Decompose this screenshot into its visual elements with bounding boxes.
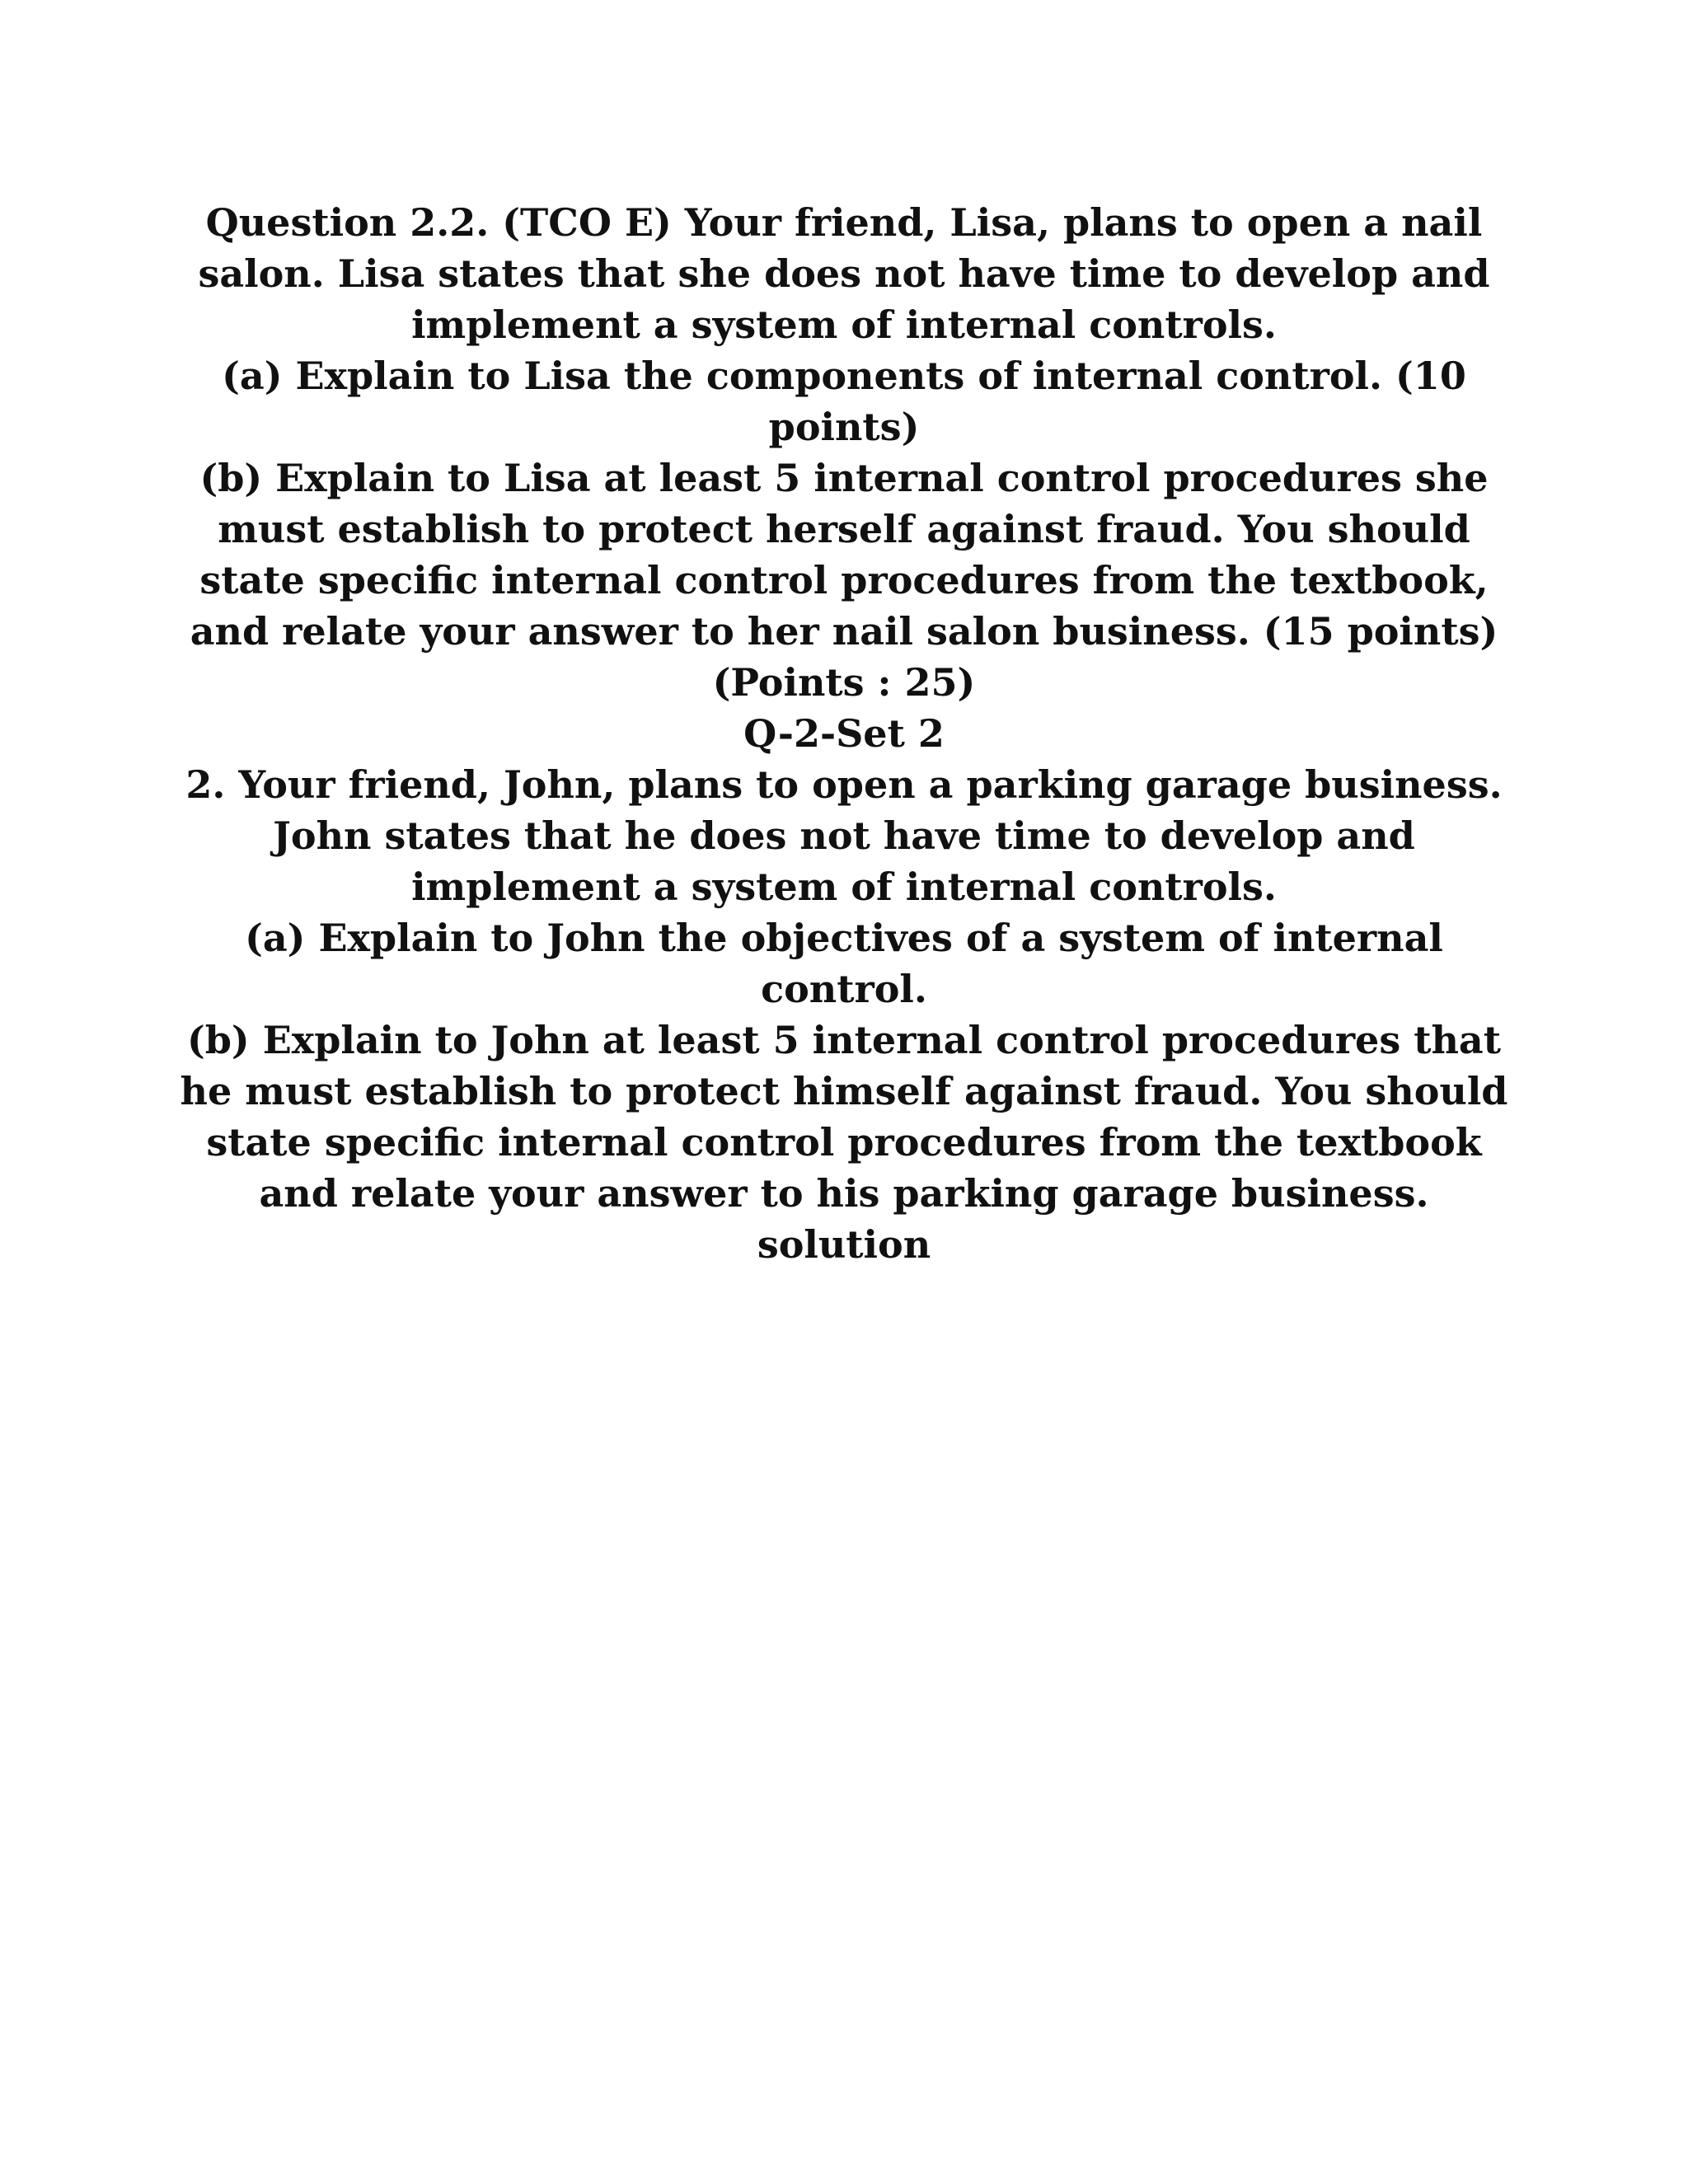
set-label: Q-2-Set 2 [743, 711, 945, 756]
solution-label: solution [757, 1222, 931, 1267]
question-2-intro: 2. Your friend, John, plans to open a parking garage business. John states that he does not have time to develop and implement a system of internal controls. [185, 762, 1503, 909]
question-2-2-intro: Question 2.2. (TCO E) Your friend, Lisa, plans to open a nail salon. Lisa states that she does not have time to develop and implement a system of internal controls. [198, 200, 1490, 347]
question-text-block [165, 197, 1523, 1270]
question-2-2-part-b: (b) Explain to Lisa at least 5 internal control procedures she must establish to protect herself against fraud. You should state specific internal control procedures from the textbook, and relate your answer to her nail salon business. (15 points) [190, 456, 1498, 654]
question-2-2-points: (Points : 25) [712, 660, 976, 705]
question-2-part-b: (b) Explain to John at least 5 internal control procedures that he must establish to protect himself against fraud. You should state specific internal control procedures from the textbook and relate your answer to his parking garage business. [180, 1018, 1508, 1216]
question-2-2-part-a: (a) Explain to Lisa the components of internal control. (10 points) [222, 354, 1466, 449]
question-2-part-a: (a) Explain to John the objectives of a system of internal control. [245, 916, 1443, 1011]
